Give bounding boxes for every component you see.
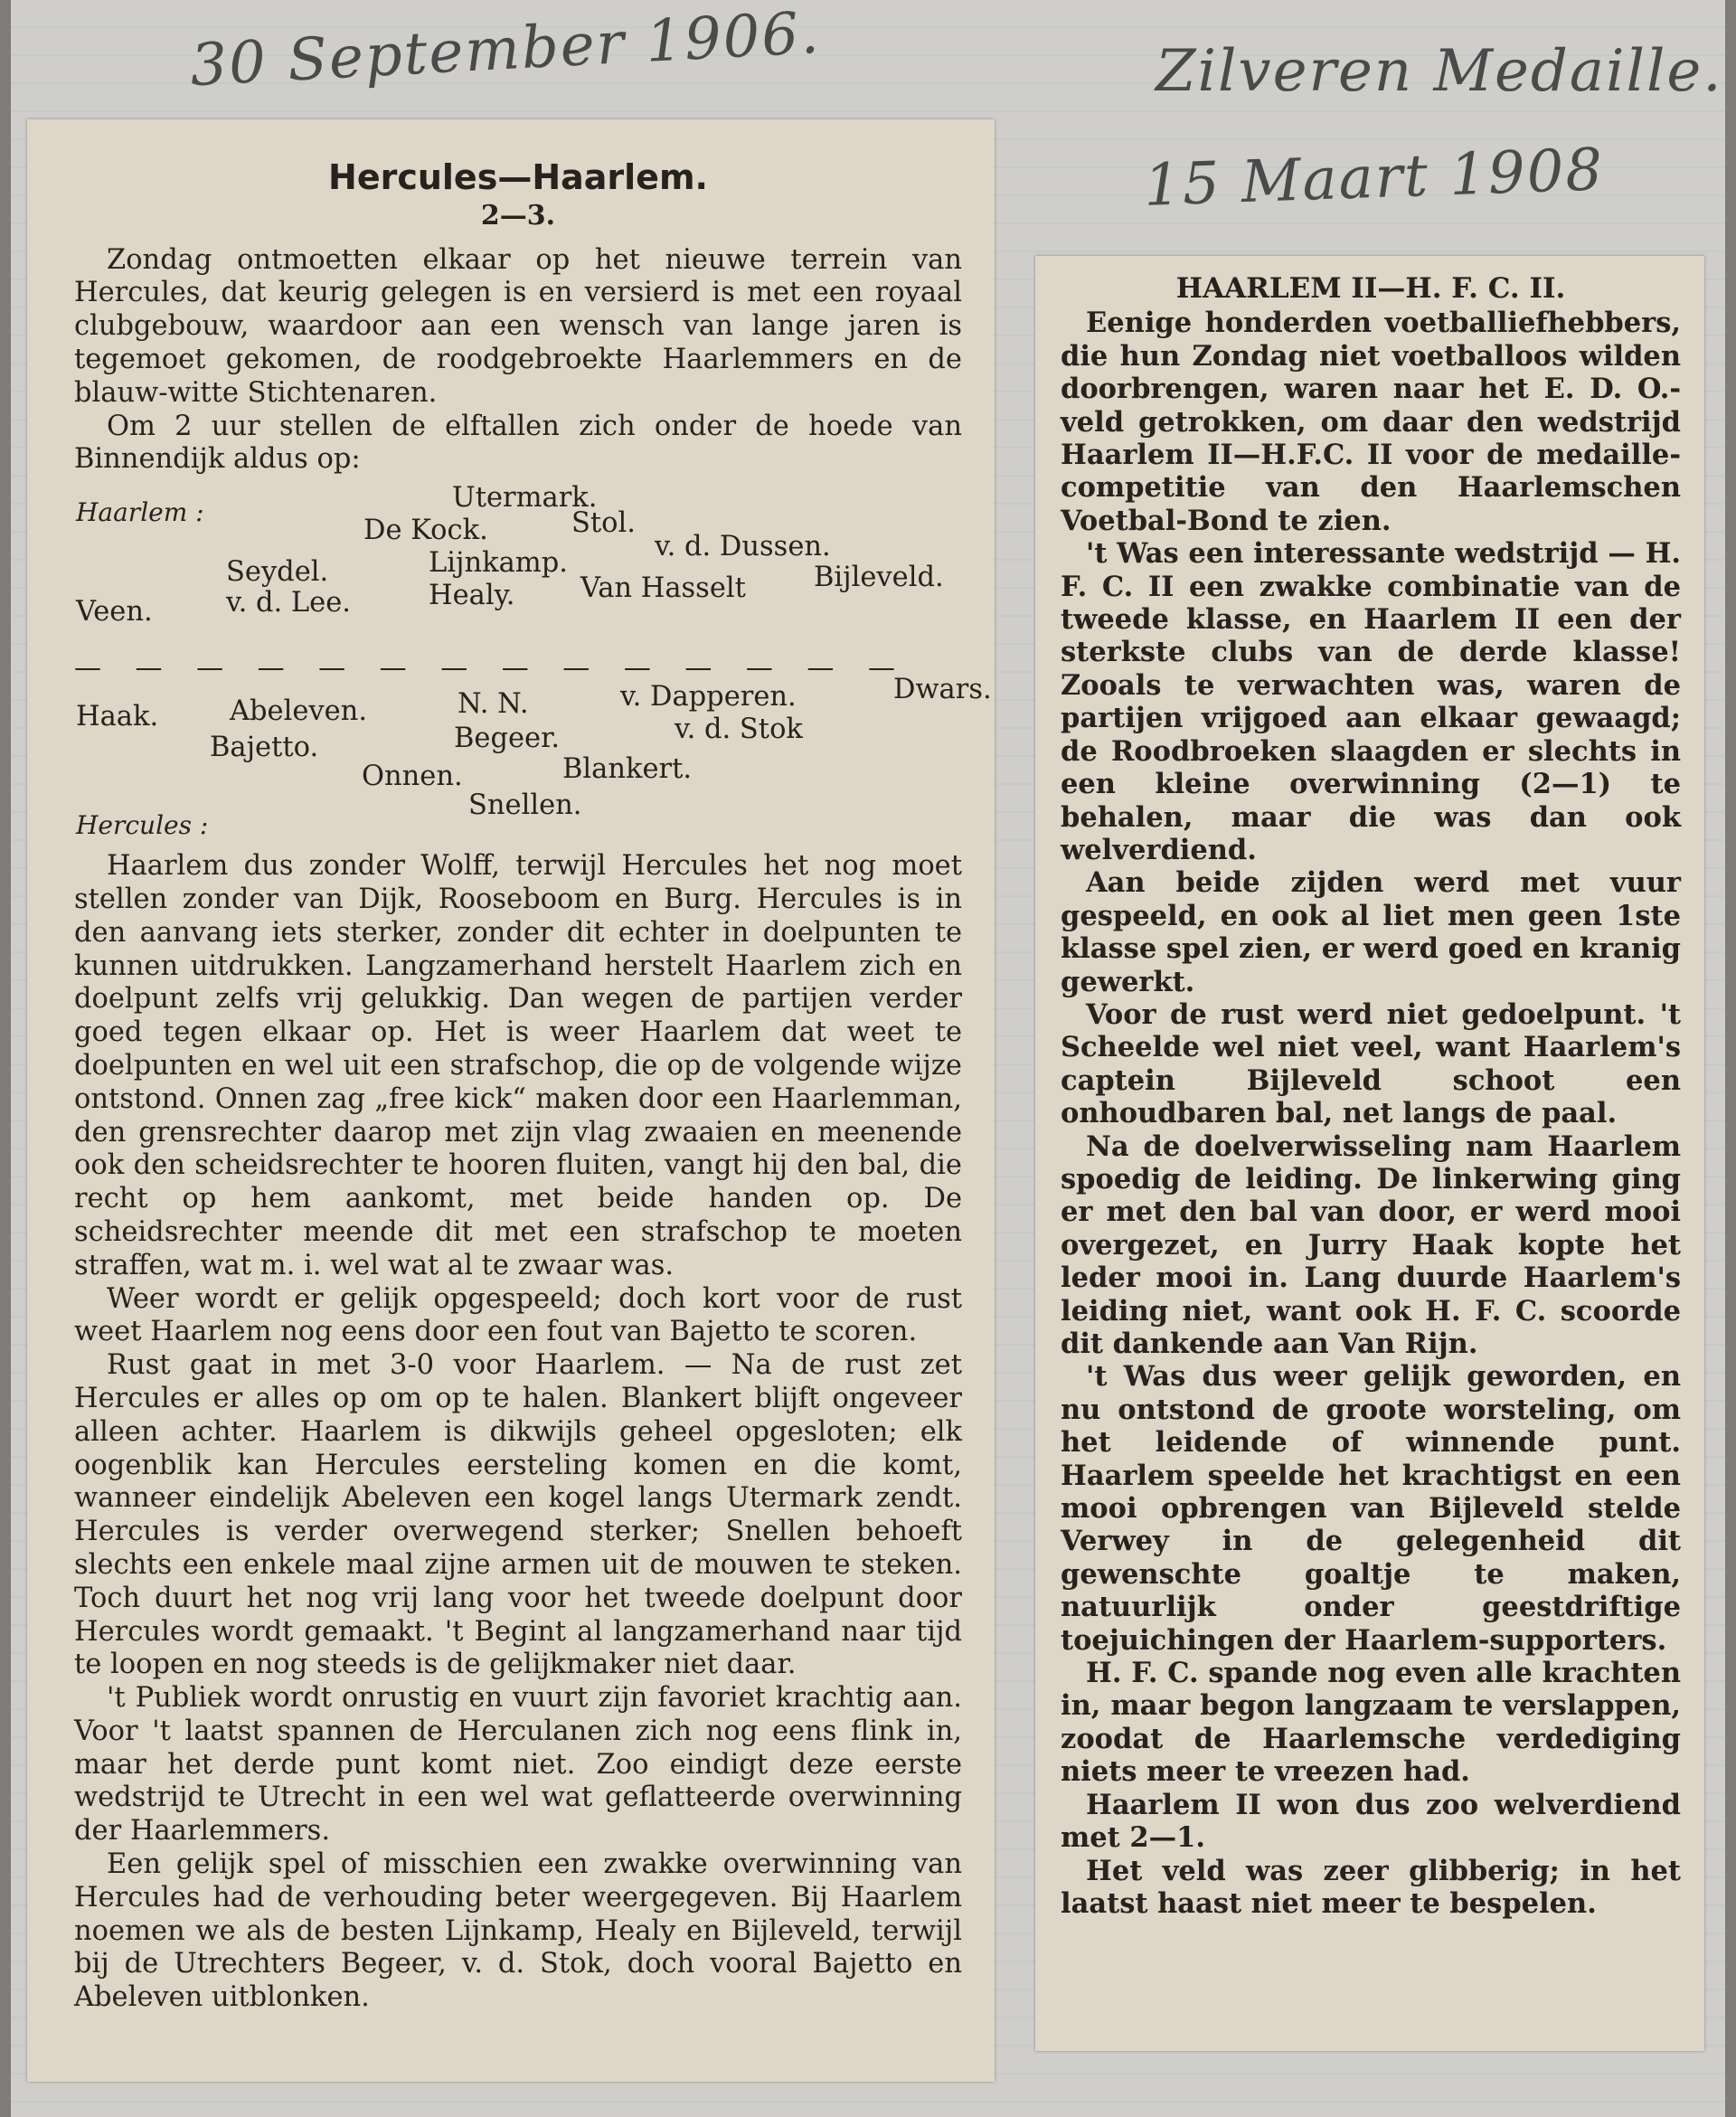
player-name: De Kock. — [363, 515, 488, 547]
player-name: Onnen. — [362, 761, 463, 793]
player-name: Stol. — [571, 507, 636, 540]
article-paragraph: Weer wordt er gelijk opgespeeld; doch kort voor de rust weet Haarlem nog eens door een fout van Bajetto te scoren. — [74, 1282, 962, 1348]
player-name: Haak. — [76, 701, 159, 733]
player-name: Healy. — [429, 580, 515, 612]
article-headline: Hercules—Haarlem. — [328, 157, 708, 197]
article-score: 2—3. — [480, 199, 556, 232]
article-paragraph: Eenige honderden voetballiefhebbers, die hun Zondag niet voetballoos wilden doorbrengen, waren naar het E. D. O.-veld getrokken, om daar den wedstrijd Haarlem II—H.F.C. II voor de medaille-competitie van den Haarlemschen Voetbal-Bond te zien. — [1061, 307, 1681, 537]
article-paragraph: Rust gaat in met 3-0 voor Haarlem. — Na de rust zet Hercules er alles op om op te halen. Blankert blijft ongeveer alleen achter. Haarlem is dikwijls geheel opgesloten; elk oogenblik kan Hercules eersteling komen en die komt, wanneer eindelijk Abeleven een kogel langs Utermark zendt. Hercules is verder overwegend sterker; Snellen behoeft slechts een enkele maal zijne armen uit de mouwen te steken. Toch duurt het nog vrij lang voor het tweede doelpunt door Hercules wordt gemaakt. 't Begint al langzamerhand naar tijd te loopen en nog steeds is de gelijkmaker niet daar. — [74, 1349, 962, 1681]
page-edge-right — [1725, 0, 1736, 2117]
team-lineup — [74, 482, 992, 848]
team-label: Haarlem : — [76, 497, 204, 528]
article-headline: HAARLEM II—H. F. C. II. — [1175, 272, 1566, 305]
article-paragraph: Een gelijk spel of misschien een zwakke overwinning van Hercules had de verhouding beter weergegeven. Bij Haarlem noemen we als de besten Lijnkamp, Healy en Bijleveld, terwijl bij de Utrechters Begeer, v. d. Stok, doch vooral Bajetto en Abeleven uitblonken. — [74, 1848, 962, 2014]
clipping-haarlem-hfc — [1035, 256, 1704, 2051]
player-name: Begeer. — [454, 723, 561, 755]
player-name: Seydel. — [226, 556, 329, 589]
page-edge-left — [0, 0, 11, 2117]
article-paragraph: Haarlem dus zonder Wolff, terwijl Hercules het nog moet stellen zonder van Dijk, Rooseboom en Burg. Hercules is in den aanvang iets sterker, zonder dit echter in doelpunten te kunnen uitdrukken. Langzamerhand herstelt Haarlem zich en doelpunt zelfs vrij gelukkig. Dan wegen de partijen verder goed tegen elkaar op. Het is weer Haarlem dat weet te doelpunten en wel uit een strafschop, die op de volgende wijze ontstond. Onnen zag „free kick“ maken door een Haarlemman, den grensrechter daarop met zijn vlag zwaaien en meenende ook den scheidsrechter te hooren fluiten, vangt hij den bal, die recht op hem aankomt, met beide handen op. De scheidsrechter meende dit met een strafschop te moeten straffen, wat m. i. wel wat al te zwaar was. — [74, 850, 962, 1281]
article-paragraph: Haarlem II won dus zoo welverdiend met 2—1. — [1061, 1788, 1681, 1855]
player-name: Abeleven. — [230, 695, 368, 728]
team-label: Hercules : — [76, 810, 209, 841]
clipping-hercules-haarlem — [27, 119, 995, 2082]
player-name: v. d. Lee. — [226, 587, 351, 619]
player-name: Blankert. — [562, 753, 693, 786]
player-name: v. d. Dussen. — [655, 531, 831, 563]
article-paragraph: Na de doelverwisseling nam Haarlem spoedig de leiding. De linkerwing ging er met den bal van door, er werd mooi overgezet, en Jurry Haak kopte het leder mooi in. Lang duurde Haarlem's leiding niet, want ook H. F. C. scoorde dit dankende aan Van Rijn. — [1061, 1129, 1681, 1360]
article-paragraph: 't Was dus weer gelijk geworden, en nu ontstond de groote worsteling, om het leidende of winnende punt. Haarlem speelde het krachtigst en een mooi opbrengen van Bijleveld stelde Verwey in de gelegenheid dit gewenschte goaltje te maken, natuurlijk onder geestdriftige toejuichingen der Haarlem-supporters. — [1061, 1360, 1681, 1657]
handwritten-date-right: 15 Maart 1908 — [1142, 137, 1606, 220]
article-paragraph: 't Was een interessante wedstrijd — H. F. C. II een zwakke combinatie van de tweede klasse, en Haarlem II een der sterkste clubs van de derde klasse! Zooals te verwachten was, waren de partijen vrijgoed aan elkaar gewaagd; de Roodbroeken slaagden er slechts in een kleine overwinning (2—1) te behalen, maar die was dan ook welverdiend. — [1061, 537, 1681, 866]
article-paragraph: Aan beide zijden werd met vuur gespeeld, en ook al liet men geen 1ste klasse spel zien, er werd goed en kranig gewerkt. — [1061, 866, 1681, 998]
player-name: Utermark. — [452, 482, 598, 515]
article-paragraph: Voor de rust werd niet gedoelpunt. 't Scheelde wel niet veel, want Haarlem's captein Bijleveld schoot een onhoudbaren bal, net langs de paal. — [1061, 997, 1681, 1130]
player-name: Van Hasselt — [580, 572, 746, 605]
player-name: Bijleveld. — [814, 562, 944, 594]
player-name: Snellen. — [468, 789, 582, 822]
player-name: Veen. — [76, 596, 153, 628]
player-name: Bajetto. — [210, 732, 319, 764]
lineup-divider: — — — — — — — — — — — — — — — [74, 652, 908, 685]
player-name: v. Dapperen. — [620, 681, 797, 714]
article-paragraph: Zondag ontmoetten elkaar op het nieuwe terrein van Hercules, dat keurig gelegen is en versierd is met een royaal clubgebouw, waardoor aan een wensch van lange jaren is tegemoet gekomen, de roodgebroekte Haarlemmers en de blauw-witte Stichtenaren. — [74, 243, 962, 409]
player-name: N. N. — [458, 688, 529, 721]
article-paragraph: 't Publiek wordt onrustig en vuurt zijn favoriet krachtig aan. Voor 't laatst spannen de Herculanen zich nog eens flink in, maar het derde punt komt niet. Zoo eindigt deze eerste wedstrijd te Utrecht in een wel wat geflatteerde overwinning der Haarlemmers. — [74, 1682, 962, 1848]
player-name: Dwars. — [893, 674, 992, 706]
player-name: v. d. Stok — [675, 714, 803, 746]
article-paragraph: H. F. C. spande nog even alle krachten in, maar begon langzaam te verslappen, zoodat de Haarlemsche verdediging niets meer te vreezen had. — [1061, 1657, 1681, 1789]
handwritten-title-right: Zilveren Medaille. — [1156, 38, 1723, 105]
handwritten-date-left: 30 September 1906. — [188, 0, 823, 100]
player-name: Lijnkamp. — [429, 547, 568, 580]
article-paragraph: Om 2 uur stellen de elftallen zich onder de hoede van Binnendijk aldus op: — [74, 410, 962, 476]
article-paragraph: Het veld was zeer glibberig; in het laatst haast niet meer te bespelen. — [1061, 1854, 1681, 1920]
